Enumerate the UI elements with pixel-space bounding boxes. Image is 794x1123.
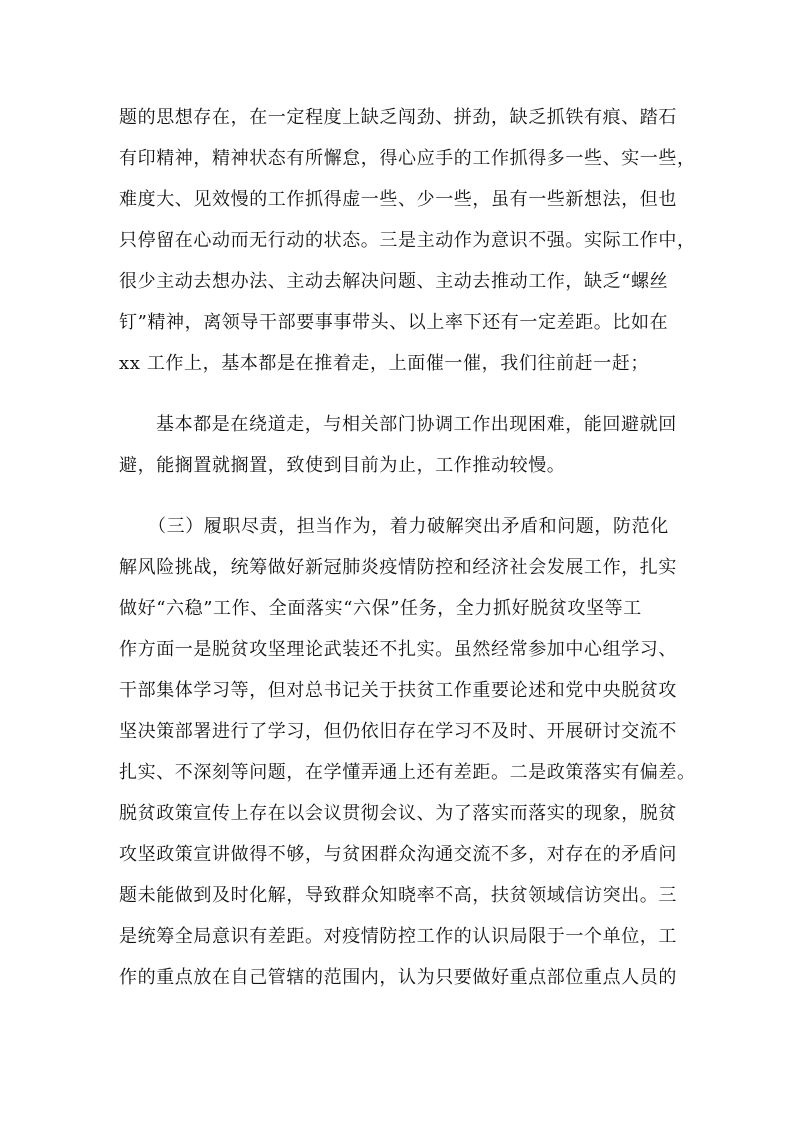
- text-line: 作的重点放在自己管辖的范围内，认为只要做好重点部位重点人员的: [119, 967, 677, 988]
- text-line: 题未能做到及时化解，导致群众知晓率不高，扶贫领域信访突出。三: [119, 885, 677, 906]
- text-line: 作方面一是脱贫攻坚理论武装还不扎实。虽然经常参加中心组学习、: [119, 639, 677, 660]
- text-line: 难度大、见效慢的工作抓得虚一些、少一些，虽有一些新想法，但也: [119, 189, 677, 210]
- text-line: 有印精神，精神状态有所懈怠，得心应手的工作抓得多一些、实一些，: [119, 148, 696, 169]
- text-line: 题的思想存在，在一定程度上缺乏闯劲、拼劲，缺乏抓铁有痕、踏石: [119, 107, 677, 128]
- text-line: 只停留在心动而无行动的状态。三是主动作为意识不强。实际工作中，: [119, 230, 696, 251]
- text-line: 避，能搁置就搁置，致使到目前为止，工作推动较慢。: [119, 455, 566, 476]
- text-line: 很少主动去想办法、主动去解决问题、主动去推动工作，缺乏“螺丝: [119, 271, 669, 292]
- text-line: 是统筹全局意识有差距。对疫情防控工作的认识局限于一个单位，工: [119, 926, 677, 947]
- text-line: xx 工作上，基本都是在推着走，上面催一催，我们往前赶一赶；: [119, 353, 650, 374]
- text-line: 解风险挑战，统筹做好新冠肺炎疫情防控和经济社会发展工作，扎实: [119, 557, 677, 578]
- text-line: 做好“六稳”工作、全面落实“六保”任务，全力抓好脱贫攻坚等工: [119, 598, 642, 619]
- text-line: 钉”精神，离领导干部要事事带头、以上率下还有一定差距。比如在: [119, 312, 669, 333]
- paragraph-first-line: 基本都是在绕道走，与相关部门协调工作出现困难，能回避就回: [156, 414, 677, 435]
- text-line: 坚决策部署进行了学习，但仍依旧存在学习不及时、开展研讨交流不: [119, 721, 677, 742]
- section-heading-line: （三）履职尽责，担当作为，着力破解突出矛盾和问题，防范化: [148, 516, 669, 537]
- text-line: 干部集体学习等，但对总书记关于扶贫工作重要论述和党中央脱贫攻: [119, 680, 677, 701]
- text-line: 扎实、不深刻等问题，在学懂弄通上还有差距。二是政策落实有偏差。: [119, 762, 696, 783]
- text-line: 脱贫政策宣传上存在以会议贯彻会议、为了落实而落实的现象，脱贫: [119, 803, 677, 824]
- text-line: 攻坚政策宣讲做得不够，与贫困群众沟通交流不多，对存在的矛盾问: [119, 844, 677, 865]
